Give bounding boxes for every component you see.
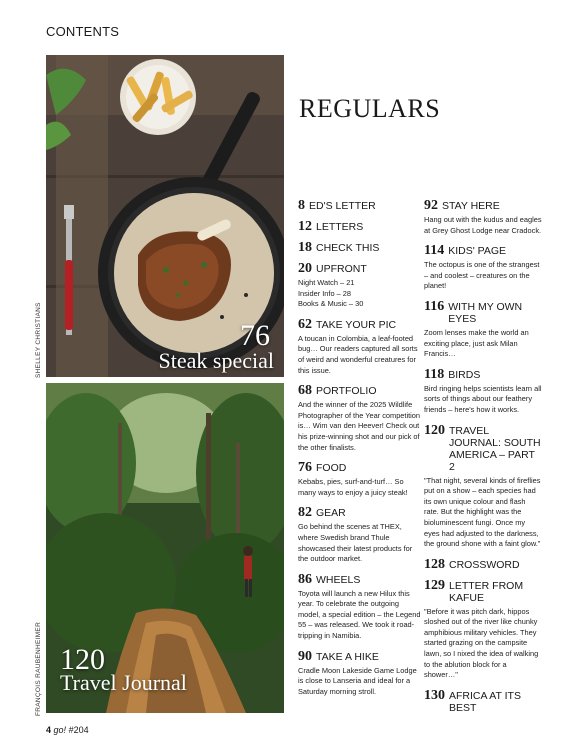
contents-entry[interactable] — [424, 298, 542, 360]
contents-column-right — [424, 200, 542, 723]
entry-description: Toyota will launch a new Hilux this year. To celebrate the outgoing model, a special edition – the Legend 55 – was released. We took it road-tripping in Namibia. — [298, 588, 421, 641]
entry-title: PORTFOLIO — [316, 385, 377, 398]
entry-page-number: 20 — [298, 261, 312, 276]
contents-entry[interactable] — [298, 242, 422, 254]
page-footer — [46, 725, 89, 735]
contents-entry[interactable] — [298, 385, 422, 453]
entry-heading — [424, 298, 542, 325]
entry-page-number: 68 — [298, 383, 312, 399]
photo-credit-bottom: FRANÇOIS RAUBENHEIMER — [35, 621, 42, 716]
entry-title: WHEELS — [316, 573, 361, 586]
entry-page-number: 62 — [298, 316, 312, 332]
entry-heading — [298, 648, 422, 664]
entry-description: A toucan in Colombia, a leaf-footed bug… Our readers captured all sorts of weird and wonderful creatures for this issue. — [298, 333, 418, 375]
entry-page-number: 90 — [298, 648, 312, 664]
entry-page-number: 114 — [424, 243, 445, 259]
entry-description: And the winner of the 2025 Wildlife Photographer of the Year competition is… Wim van den Heever! Check out his prize-winning shot and our pick of the other finalists. — [298, 400, 421, 452]
contents-entry[interactable] — [298, 648, 422, 698]
contents-entry[interactable] — [298, 571, 422, 642]
entry-description: Night Watch – 21 Insider Info – 28 Books & Music – 30 — [298, 278, 364, 309]
travel-feature-title: Travel Journal — [60, 670, 187, 695]
footer-issue: #204 — [68, 725, 89, 735]
contents-column-left — [298, 200, 422, 706]
entry-page-number: 82 — [298, 505, 312, 521]
entry-heading — [424, 577, 542, 604]
entry-description: Bird ringing helps scientists learn all sorts of things about our feathery friends – here's how it works. — [424, 383, 542, 414]
contents-entry[interactable] — [298, 507, 422, 564]
entry-heading — [298, 385, 422, 397]
entry-heading — [298, 571, 422, 587]
entry-title: KIDS' PAGE — [448, 245, 507, 258]
steak-feature-number: 76 — [240, 319, 270, 352]
entry-title: CHECK THIS — [316, 242, 380, 254]
entry-page-number: 128 — [424, 556, 445, 572]
entry-title: LETTER FROM KAFUE — [449, 579, 524, 604]
contents-entry[interactable] — [424, 422, 542, 550]
entry-title: FOOD — [316, 462, 347, 475]
contents-entry[interactable] — [298, 221, 422, 233]
entry-heading — [424, 245, 542, 257]
entry-heading — [298, 462, 422, 474]
photo-credit-top: SHELLEY CHRISTIANS — [35, 302, 42, 378]
section-title: REGULARS — [299, 94, 441, 123]
entry-title: STAY HERE — [442, 200, 500, 212]
entry-title: ED'S LETTER — [309, 200, 376, 212]
entry-title: TRAVEL JOURNAL: SOUTH AMERICA – PART 2 — [449, 424, 541, 473]
entry-page-number: 116 — [424, 298, 445, 314]
footer-magazine-name: go! — [53, 725, 67, 735]
entry-title: UPFRONT — [316, 263, 367, 275]
entry-description: The octopus is one of the strangest – and coolest – creatures on the planet! — [424, 260, 540, 291]
contents-entry[interactable] — [424, 366, 542, 416]
entry-heading — [298, 316, 422, 332]
entry-heading — [424, 422, 542, 473]
entry-description: Zoom lenses make the world an exciting place, just ask Milan Francis… — [424, 327, 529, 359]
contents-entry[interactable] — [298, 263, 422, 310]
contents-entry[interactable] — [424, 687, 542, 714]
entry-heading — [424, 556, 542, 572]
entry-heading — [424, 687, 542, 714]
entry-page-number: 130 — [424, 687, 445, 703]
contents-entry[interactable] — [424, 556, 542, 572]
entry-title: TAKE YOUR PIC — [316, 318, 397, 331]
entry-page-number: 12 — [298, 219, 312, 234]
entry-description: "That night, several kinds of fireflies put on a show – each species had its own unique colour and flash rate. But the highlight was the bioluminescent fungi. Once my eyes had adjusted to the darkness, the ground shone with a faint glow." — [424, 475, 541, 549]
entry-page-number: 92 — [424, 198, 438, 213]
entry-page-number: 118 — [424, 366, 445, 382]
entry-page-number: 86 — [298, 571, 312, 587]
travel-feature-number: 120 — [60, 643, 105, 676]
contents-entry[interactable] — [424, 200, 542, 236]
entry-title: WITH MY OWN EYES — [448, 300, 523, 325]
entry-heading — [424, 366, 542, 382]
contents-entry[interactable] — [298, 316, 422, 376]
entry-title: AFRICA AT ITS BEST — [449, 689, 521, 714]
entry-page-number: 8 — [298, 198, 305, 213]
contents-entry[interactable] — [424, 577, 542, 681]
entry-heading — [298, 263, 422, 275]
contents-entry[interactable] — [424, 245, 542, 292]
entry-heading — [298, 200, 422, 212]
steak-feature-title: Steak special — [158, 348, 274, 373]
entry-page-number: 76 — [298, 460, 312, 476]
entry-description: Kebabs, pies, surf-and-turf… So many ways to enjoy a juicy steak! — [298, 477, 408, 497]
entry-title: GEAR — [316, 507, 346, 520]
contents-entry[interactable] — [298, 462, 422, 498]
travel-photo — [46, 383, 284, 713]
contents-entry[interactable] — [298, 200, 422, 212]
entry-heading — [298, 221, 422, 233]
entry-page-number: 129 — [424, 577, 445, 593]
entry-heading — [298, 507, 422, 519]
entry-heading — [298, 242, 422, 254]
entry-description: Hang out with the kudus and eagles at Grey Ghost Lodge near Cradock. — [424, 215, 542, 235]
entry-page-number: 120 — [424, 422, 445, 438]
page-header: CONTENTS — [46, 24, 120, 39]
entry-heading — [424, 200, 542, 212]
footer-page-number: 4 — [46, 725, 52, 735]
entry-title: CROSSWORD — [449, 558, 520, 571]
entry-title: LETTERS — [316, 221, 364, 233]
entry-description: "Before it was pitch dark, hippos sloshed out of the river like chunky amphibious military vehicles. They started grazing on the campsite lawn, so I nixed the idea of walking to the ablution block for a shower…" — [424, 606, 539, 680]
entry-title: TAKE A HIKE — [316, 650, 379, 663]
entry-page-number: 18 — [298, 240, 312, 255]
entry-description: Go behind the scenes at THEX, where Swedish brand Thule showcased their latest products for the outdoor market. — [298, 522, 413, 564]
steak-photo — [46, 55, 284, 377]
entry-description: Cradle Moon Lakeside Game Lodge is close to Lanseria and ideal for a Saturday morning stroll. — [298, 665, 417, 696]
entry-title: BIRDS — [448, 368, 481, 381]
